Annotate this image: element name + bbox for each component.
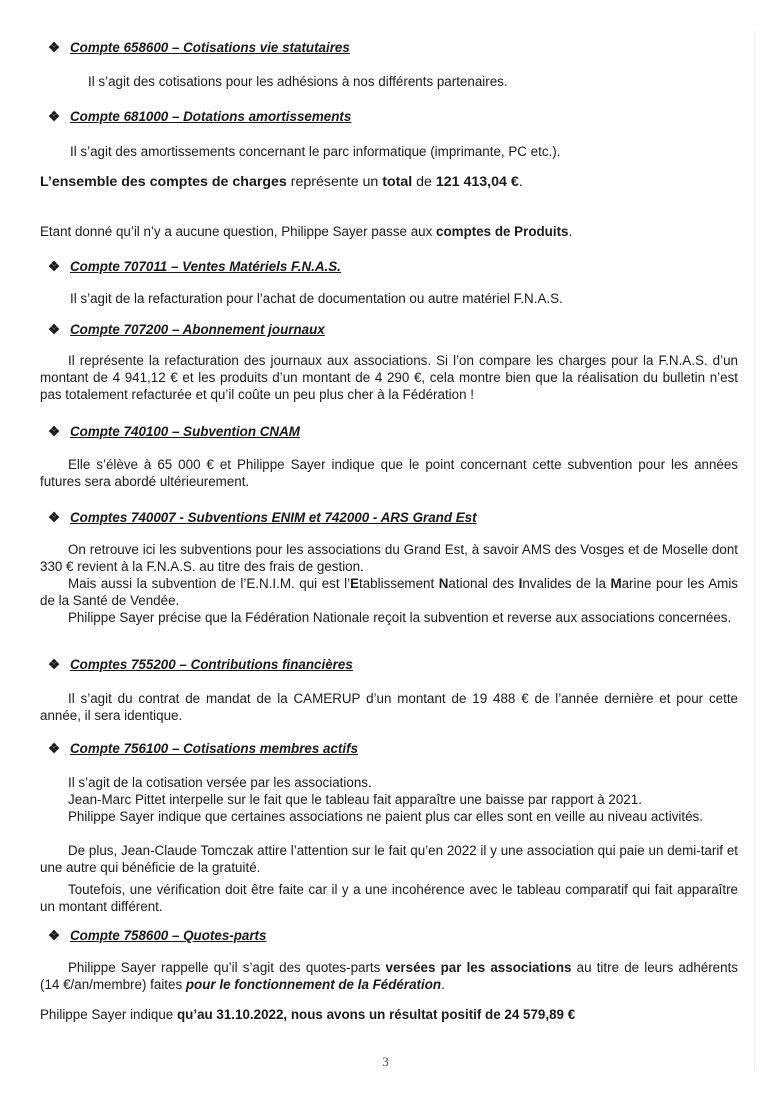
bullet-icon: ❖ [48, 657, 61, 672]
heading-comptes-740007-742000: ❖ Comptes 740007 - Subventions ENIM et 742000 - ARS Grand Est [48, 510, 477, 525]
heading-compte-658600: ❖ Compte 658600 – Cotisations vie statutaires [48, 40, 350, 55]
transition-line: Etant donné qu’il n’y a aucune question, Philippe Sayer passe aux comptes de Produits. [40, 224, 573, 239]
bullet-icon: ❖ [48, 322, 61, 337]
paragraph: Il s’agit des amortissements concernant le parc informatique (imprimante, PC etc.). [70, 144, 561, 159]
paragraph-enim: Mais aussi la subvention de l’E.N.I.M. qui est l’Etablissement National des Invalides de la Marine pour les Amis de la Santé de Vendée. [40, 576, 738, 608]
heading-compte-707200: ❖ Compte 707200 – Abonnement journaux [48, 322, 325, 337]
bullet-icon: ❖ [48, 928, 61, 943]
heading-compte-681000: ❖ Compte 681000 – Dotations amortissements [48, 109, 352, 124]
bullet-icon: ❖ [48, 109, 61, 124]
paragraph: Toutefois, une vérification doit être faite car il y a une incohérence avec le tableau comparatif qui fait apparaître un montant différent. [40, 882, 738, 914]
paragraph: Il représente la refacturation des journaux aux associations. Si l’on compare les charges pour la F.N.A.S. d’un montant de 4 941,12 € et les produits d’un montant de 4 290 €, cela montre bien que la réalisation du bulletin n’est pas totalement refacturée et qu’il coûte un peu plus cher à la Fédération ! [40, 353, 738, 402]
paragraph: Philippe Sayer indique que certaines associations ne paient plus car elles sont en veille au niveau activités. [68, 809, 703, 824]
page-number: 3 [382, 1054, 389, 1069]
paragraph: Il s’agit du contrat de mandat de la CAMERUP d’un montant de 19 488 € de l’année dernière et pour cette année, il sera identique. [40, 691, 738, 723]
heading-compte-707011: ❖ Compte 707011 – Ventes Matériels F.N.A.S. [48, 259, 341, 274]
paragraph: Philippe Sayer précise que la Fédération Nationale reçoit la subvention et reverse aux associations concernées. [68, 610, 732, 625]
paragraph: Elle s’élève à 65 000 € et Philippe Sayer indique que le point concernant cette subvention pour les années futures sera abordé ultérieurement. [40, 457, 738, 489]
paragraph-quotes-parts: Philippe Sayer rappelle qu’il s’agit des quotes-parts versées par les associations au titre de leurs adhérents (14 €/an/membre) faites pour le fonctionnement de la Fédération. [40, 960, 738, 992]
heading-compte-740100: ❖ Compte 740100 – Subvention CNAM [48, 424, 300, 439]
heading-comptes-755200: ❖ Comptes 755200 – Contributions financières [48, 657, 353, 672]
bullet-icon: ❖ [48, 40, 61, 55]
paragraph: Il s’agit de la refacturation pour l’achat de documentation ou autre matériel F.N.A.S. [70, 291, 563, 306]
heading-compte-758600: ❖ Compte 758600 – Quotes-parts [48, 928, 267, 943]
paragraph: Il s’agit de la cotisation versée par les associations. [68, 775, 372, 790]
bullet-icon: ❖ [48, 259, 61, 274]
paragraph: De plus, Jean-Claude Tomczak attire l’attention sur le fait qu’en 2022 il y une association qui paie un demi-tarif et une autre qui bénéficie de la gratuité. [40, 843, 738, 875]
page-edge-line [754, 30, 755, 1070]
heading-compte-756100: ❖ Compte 756100 – Cotisations membres actifs [48, 741, 359, 756]
bullet-icon: ❖ [48, 424, 61, 439]
conclusion-line: Philippe Sayer indique qu’au 31.10.2022, nous avons un résultat positif de 24 579,89 € [40, 1007, 576, 1022]
bullet-icon: ❖ [48, 741, 61, 756]
total-charges-line: L’ensemble des comptes de charges représente un total de 121 413,04 €. [40, 174, 523, 190]
bullet-icon: ❖ [48, 510, 61, 525]
paragraph: Jean-Marc Pittet interpelle sur le fait que le tableau fait apparaître une baisse par rapport à 2021. [68, 792, 642, 807]
paragraph: Il s’agit des cotisations pour les adhésions à nos différents partenaires. [88, 74, 508, 89]
paragraph: On retrouve ici les subventions pour les associations du Grand Est, à savoir AMS des Vosges et de Moselle dont 330 € revient à la F.N.A.S. au titre des frais de gestion. [40, 542, 738, 574]
